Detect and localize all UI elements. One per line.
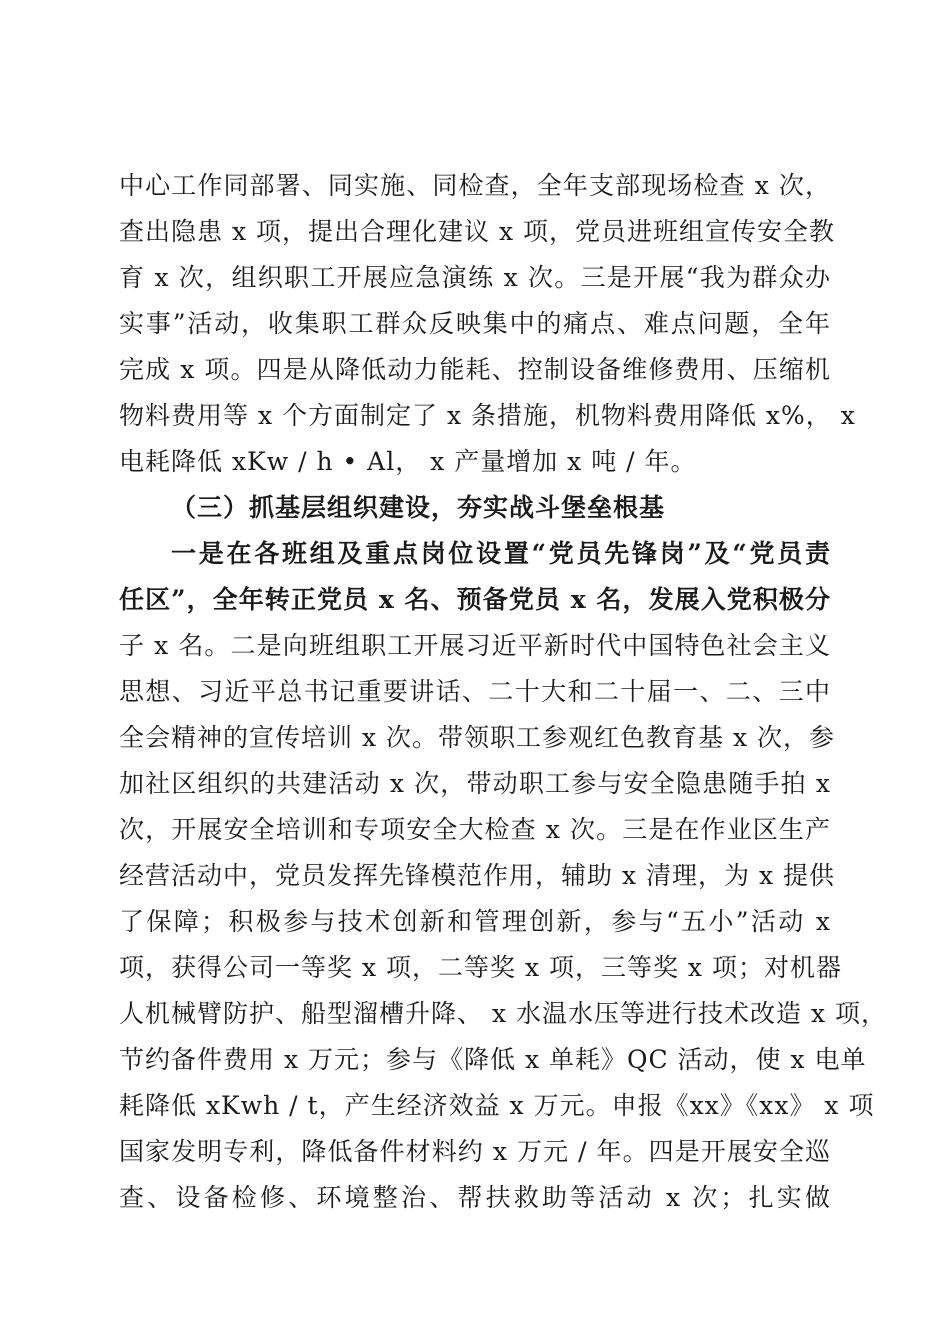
body-text-line: 节约备件费用 x 万元；参与《降低 x 单耗》QC 活动，使 x 电单 [119,1045,867,1074]
body-text-line: 查、设备检修、环境整治、帮扶救助等活动 x 次；扎实做 [119,1183,831,1212]
body-text-line: 了保障；积极参与技术创新和管理创新，参与“五小”活动 x [119,907,831,936]
body-text-line: 一是在各班组及重点岗位设置“党员先锋岗”及“党员责 [171,539,831,568]
body-text-line: 查出隐患 x 项，提出合理化建议 x 项，党员进班组宣传安全教 [119,217,835,246]
body-text-line: 经营活动中，党员发挥先锋模范作用，辅助 x 清理，为 x 提供 [119,861,835,890]
body-text-line: 人机械臂防护、船型溜槽升降、 x 水温水压等进行技术改造 x 项， [119,999,887,1028]
body-text-line: 电耗降低 xKw / h • Al， x 产量增加 x 吨 / 年。 [119,447,697,476]
body-text-line: 次，开展安全培训和专项安全大检查 x 次。三是在作业区生产 [119,815,831,844]
body-text-line: 全会精神的宣传培训 x 次。带领职工参观红色教育基 x 次，参 [119,723,835,752]
body-text-line: 任区”，全年转正党员 x 名、预备党员 x 名，发展入党积极分 [119,585,831,614]
body-text-line: 国家发明专利，降低备件材料约 x 万元 / 年。四是开展安全巡 [119,1137,831,1166]
body-text-line: 思想、习近平总书记重要讲话、二十大和二十届一、二、三中 [119,677,831,706]
body-text-line: 实事”活动，收集职工群众反映集中的痛点、难点问题，全年 [119,309,831,338]
body-text-line: 育 x 次，组织职工开展应急演练 x 次。三是开展“我为群众办 [119,263,831,292]
body-text-line: 加社区组织的共建活动 x 次，带动职工参与安全隐患随手拍 x [119,769,831,798]
body-text-line: 完成 x 项。四是从降低动力能耗、控制设备维修费用、压缩机 [119,355,831,384]
body-text-line: 中心工作同部署、同实施、同检查，全年支部现场检查 x 次， [119,171,831,200]
body-text-line: 子 x 名。二是向班组职工开展习近平新时代中国特色社会主义 [119,631,831,660]
body-text-line: 项，获得公司一等奖 x 项，二等奖 x 项，三等奖 x 项；对机器 [119,953,842,982]
body-text-line: 耗降低 xKwh / t，产生经济效益 x 万元。申报《xx》《xx》 x 项 [119,1091,875,1120]
body-text-line: 物料费用等 x 个方面制定了 x 条措施，机物料费用降低 x%， x [119,401,856,430]
section-heading: （三）抓基层组织建设，夯实战斗堡垒根基 [171,493,666,522]
